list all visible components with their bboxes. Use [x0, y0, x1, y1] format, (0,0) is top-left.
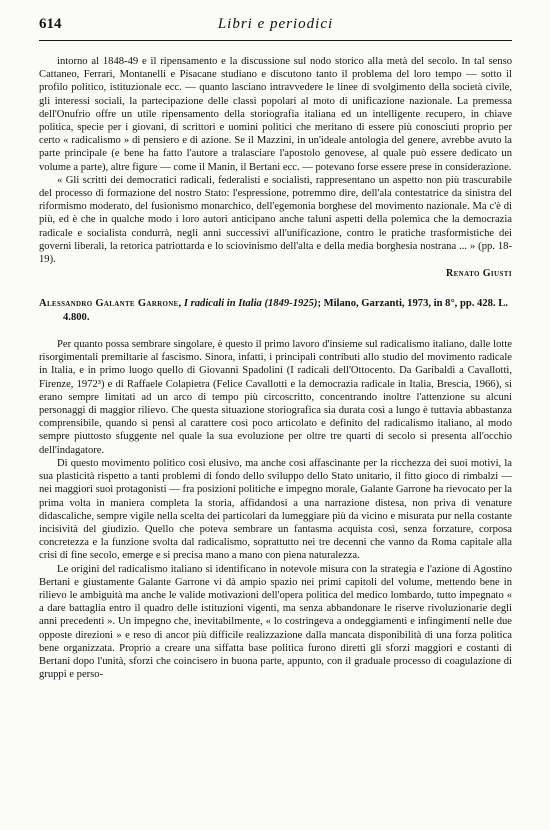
page-number: 614: [39, 16, 62, 32]
page-header: [39, 16, 512, 41]
review1-paragraph-1: intorno al 1848-49 e il ripensamento e la discussione sul nodo storico alla metà del secolo. In tal senso Cattaneo, Ferrari, Montanelli e Pisacane studiano e discutono tanto il problema del loro tempo — sotto il profilo politico, istituzionale ecc. — quanto lasciano intravvedere le linee di svolgimento della società civile, gli interessi sociali, la partecipazione delle classi popolari al moto di unificazione nazionale. La premessa dell'Onufrio offre un utile ripensamento della storiografia italiana ed un intelligente recupero, in chiave politica, specie per i giovani, di scrittori e uomini politici che meritano di essere più conosciuti proprio per certo « radicalismo » di pensiero e di azione. Se il Mazzini, in un'ideale antologia del genere, avrebbe avuto la parte principale (e bene ha fatto l'autore a tralasciare l'apostolo genovese, al quale può essere dedicato un volume a parte), altre figure — come il Manin, il Bertani ecc. — potevano forse essere prese in considerazione.: [39, 56, 512, 173]
review-galante-garrone: [39, 297, 512, 681]
book-details: ; Milano, Garzanti, 1973, in 8°, pp. 428. L. 4.800.: [63, 298, 508, 323]
book-author: Alessandro Galante Garrone: [39, 298, 179, 310]
running-title: Libri e periodici: [217, 16, 334, 32]
review1-paragraph-2: « Gli scritti dei democratici radicali, federalisti e socialisti, rappresentano un aspetto non più trascurabile del processo di formazione del nostro Stato: l'espressione, potremmo dire, dell'ala contestatrice da sinistra del riformismo moderato, del fusionismo monarchico, dell'egemonia borghese del movimento nazionale. Ma c'è di più, ed è che in qualche modo i loro autori anticipano anche taluni aspetti della polemica che la democrazia radicale e socialista condurrà, negli anni successivi all'unificazione, contro le pratiche trasformistiche dei governi liberali, la retorica patriottarda e lo sciovinismo dell'alta e della media borghesia nostrana ... » (pp. 18-19).: [39, 174, 512, 266]
review2-paragraph-2: Di questo movimento politico così elusivo, ma anche così affascinante per la ricchezza dei suoi motivi, la sua plasticità rispetto a tanti problemi di fondo dello sviluppo dello Stato unitario, il fitto gioco di rimbalzi — nei maggiori suoi protagonisti — fra posizioni politiche e impegno morale, Galante Garrone ha rievocato per la prima volta in maniera completa la storia, affidandosi a una narrazione distesa, non priva di venature didascaliche, sempre vigile nella scelta dei particolari da lumeggiare più da vicino e misurata pur nella costante incisività del giudizio. Quello che poteva sembrare un fantasma acquista così, senza forzature, corposa concretezza e la funzione svolta dal radicalismo, soprattutto nei tre decenni che vanno da Roma capitale alla crisi di fine secolo, emerge e si precisa mano a mano con piena naturalezza.: [39, 457, 512, 562]
review2-paragraph-1: Per quanto possa sembrare singolare, è questo il primo lavoro d'insieme sul radicalismo italiano, dalle lotte risorgimentali premiltarie al fascismo. Sinora, infatti, i principali contributi allo studio del movimento radicale in Italia, e in primo luogo quello di Giovanni Spadolini (I radicali dell'Ottocento. Da Garibaldi a Cavallotti, Firenze, 1972³) e di Raffaele Colapietra (Felice Cavallotti e la democrazia radicale in Italia, Brescia, 1966), si erano sempre limitati ad un arco di tempo più circoscritto, concentrando inoltre l'attenzione su alcuni personaggi di maggior rilievo. Che questa situazione storiografica sia durata così a lungo è tuttavia abbastanza comprensibile, quando si pensi al carattere così poco articolato e definito del radicalismo italiano, al modo sempre piuttosto sfuggente nel quale la sua evoluzione per oltre tre quarti di secolo si presenta all'occhio dell'indagatore.: [39, 339, 512, 456]
book-citation: Alessandro Galante Garrone, I radicali in Italia (1849-1925); Milano, Garzanti, 1973, in 8°, pp. 428. L. 4.800.: [39, 298, 508, 323]
review1-signature: Renato Giusti: [445, 268, 512, 280]
review-onufrio: [39, 55, 512, 279]
review2-paragraph-3: Le origini del radicalismo italiano si identificano in notevole misura con la strategia e l'azione di Agostino Bertani e giustamente Galante Garrone vi dà ampio spazio nei primi capitoli del volume, mettendo bene in rilievo le ambiguità ma anche le valide motivazioni dell'opera politica del medico lombardo, tutto impegnato « a dare battaglia entro il quadro delle istituzioni vigenti, ma senza abbandonare le riserve rivoluzionarie degli anni precedenti ». Un impegno che, inevitabilmente, « lo costringeva a ondeggiamenti e infingimenti nelle due opposte direzioni » e reso di ancor più difficile realizzazione dalla mancata disponibilità di una forza politica bene organizzata. Proprio a creare una siffatta base politica furono diretti gli sforzi maggiori e costanti di Bertani dopo l'unità, sforzi che coincisero in buona parte, appunto, con il graduale processo di coagulazione di gruppi e perso-: [39, 563, 512, 681]
book-title: I radicali in Italia (1849-1925): [183, 298, 318, 310]
